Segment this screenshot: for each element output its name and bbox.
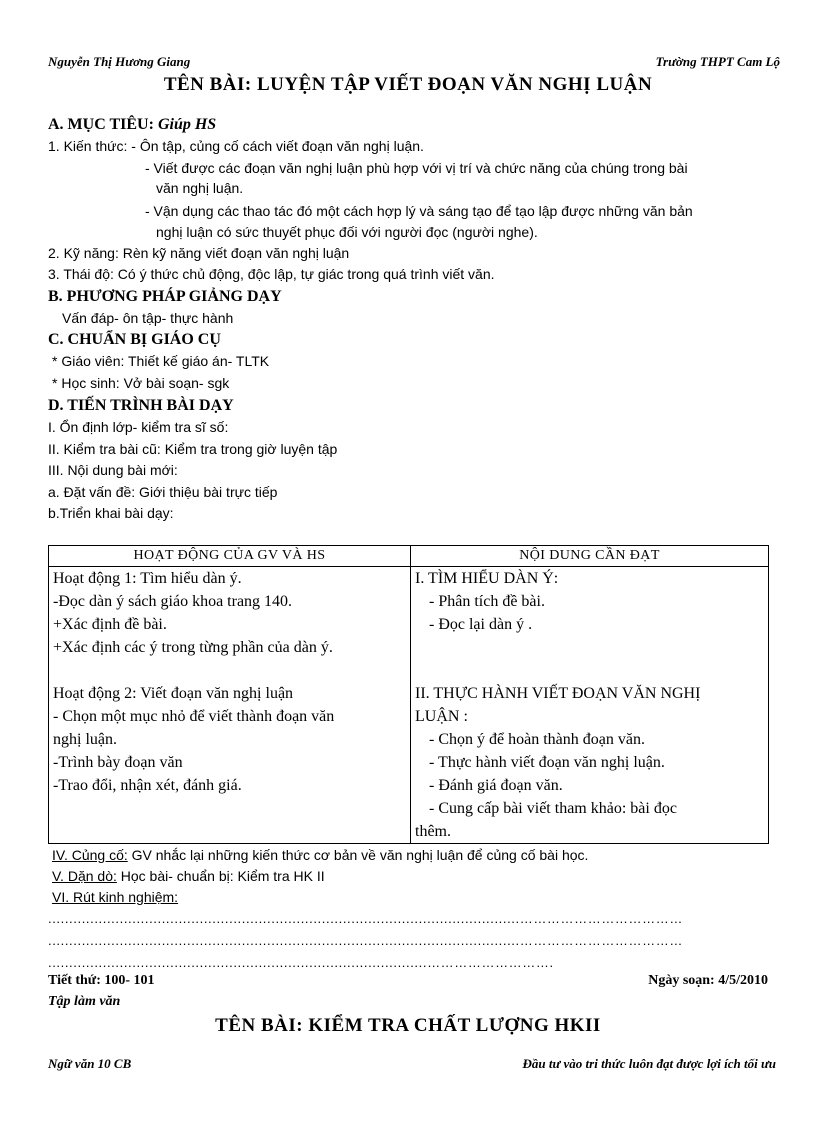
activity-table [48,545,769,844]
activity-line: +Xác định các ý trong từng phần của dàn ý. [53,639,333,656]
homework-text: Học bài- chuẩn bị: Kiểm tra HK II [116,868,325,884]
experience-label: VI. Rút kinh nghiệm: [52,889,179,905]
content-line: - Đọc lại dàn ý . [429,616,533,633]
procedure-intro: a. Đặt vấn đề: Giới thiệu bài trực tiếp [48,484,278,500]
section-c-heading: C. CHUẨN BỊ GIÁO CỤ [48,331,221,348]
notes-dotted-line: ................................................................................................................……………………………… [48,933,683,948]
procedure-development: b.Triển khai bài dạy: [48,505,174,521]
objective-knowledge-2-cont: văn nghị luận. [156,180,244,196]
homework [52,868,325,884]
content-line: - Chọn ý để hoàn thành đoạn văn. [429,731,645,748]
objective-knowledge-3: - Vận dụng các thao tác đó một cách hợp lý và sáng tạo để tạo lập được những văn bản [145,203,693,219]
content-line: I. TÌM HIỂU DÀN Ý: [415,570,559,587]
section-a-heading-text: A. MỤC TIÊU: [48,116,154,133]
consolidation-text: GV nhắc lại những kiến thức cơ bản về văn nghị luận để củng cố bài học. [127,847,589,863]
content-line: thêm. [415,823,451,840]
content-spacer [415,659,764,682]
lesson-2-title: TÊN BÀI: KIỂM TRA CHẤT LƯỢNG HKII [215,1015,601,1036]
section-a-heading-suffix: Giúp HS [157,116,217,133]
section-d-heading: D. TIẾN TRÌNH BÀI DẠY [48,397,234,414]
content-line: - Đánh giá đoạn văn. [429,777,563,794]
objective-skill: 2. Kỹ năng: Rèn kỹ năng viết đoạn văn nghị luận [48,245,350,261]
table-header-row [49,546,769,567]
student-materials: * Học sinh: Vở bài soạn- sgk [52,375,230,391]
content-line: LUẬN : [415,708,468,725]
prepared-date: Ngày soạn: 4/5/2010 [648,973,768,988]
section-a-heading [48,116,216,134]
activity-line: -Đọc dàn ý sách giáo khoa trang 140. [53,593,293,610]
activity-line: +Xác định đề bài. [53,616,167,633]
activity-line: - Chọn một mục nhỏ để viết thành đoạn văn [53,708,335,725]
activity-line: -Trình bày đoạn văn [53,754,183,771]
activity-cell [49,567,411,844]
teaching-method: Vấn đáp- ôn tập- thực hành [62,310,234,326]
activity-line: Hoạt động 2: Viết đoạn văn nghị luận [53,685,294,702]
col-activity-header: HOẠT ĐỘNG CỦA GV VÀ HS [49,546,411,567]
content-line: II. THỰC HÀNH VIẾT ĐOẠN VĂN NGHỊ [415,685,701,702]
author-name: Nguyễn Thị Hương Giang [48,54,191,69]
activity-line: nghị luận. [53,731,117,748]
consolidation-label: IV. Củng cố: [52,847,128,863]
consolidation [52,847,588,863]
objective-knowledge-3-cont: nghị luận có sức thuyết phục đối với người đọc (người nghe). [156,224,538,240]
objective-attitude: 3. Thái độ: Có ý thức chủ động, độc lập, tự giác trong quá trình viết văn. [48,266,495,282]
procedure-step-2: II. Kiểm tra bài cũ: Kiểm tra trong giờ luyện tập [48,441,338,457]
procedure-step-3: III. Nội dung bài mới: [48,462,178,478]
activity-spacer [53,659,406,682]
content-line: - Phân tích đề bài. [429,593,545,610]
subject-name: Tập làm văn [48,994,121,1009]
teacher-materials: * Giáo viên: Thiết kế giáo án- TLTK [52,353,270,369]
activity-line: Hoạt động 1: Tìm hiểu dàn ý. [53,570,242,587]
section-b-heading: B. PHƯƠNG PHÁP GIẢNG DẠY [48,288,282,305]
period-number: Tiết thứ: 100- 101 [48,973,155,988]
col-content-header: NỘI DUNG CẦN ĐẠT [411,546,769,567]
content-cell [411,567,769,844]
table-row [49,567,769,844]
footer-course: Ngữ văn 10 CB [48,1056,132,1071]
content-spacer [415,636,764,659]
objective-knowledge: 1. Kiến thức: - Ôn tập, củng cố cách viết đoạn văn nghị luận. [48,138,424,154]
objective-knowledge-2: - Viết được các đoạn văn nghị luận phù hợp với vị trí và chức năng của chúng trong bài [145,160,688,176]
activity-line: -Trao đổi, nhận xét, đánh giá. [53,777,242,794]
lesson-title: TÊN BÀI: LUYỆN TẬP VIẾT ĐOẠN VĂN NGHỊ LUẬN [163,74,653,95]
footer-slogan: Đầu tư vào tri thức luôn đạt được lợi ích tối ưu [522,1056,776,1071]
procedure-step-1: I. Ổn định lớp- kiểm tra sĩ số: [48,419,229,435]
notes-dotted-line: ................................................................................................................……………………………… [48,911,683,926]
content-line: - Cung cấp bài viết tham khảo: bài đọc [429,800,677,817]
homework-label: V. Dặn dò: [52,868,117,884]
school-name: Trường THPT Cam Lộ [655,54,780,69]
content-line: - Thực hành viết đoạn văn nghị luận. [429,754,665,771]
notes-dotted-line: ..........................................................................................………………………. [48,955,554,970]
